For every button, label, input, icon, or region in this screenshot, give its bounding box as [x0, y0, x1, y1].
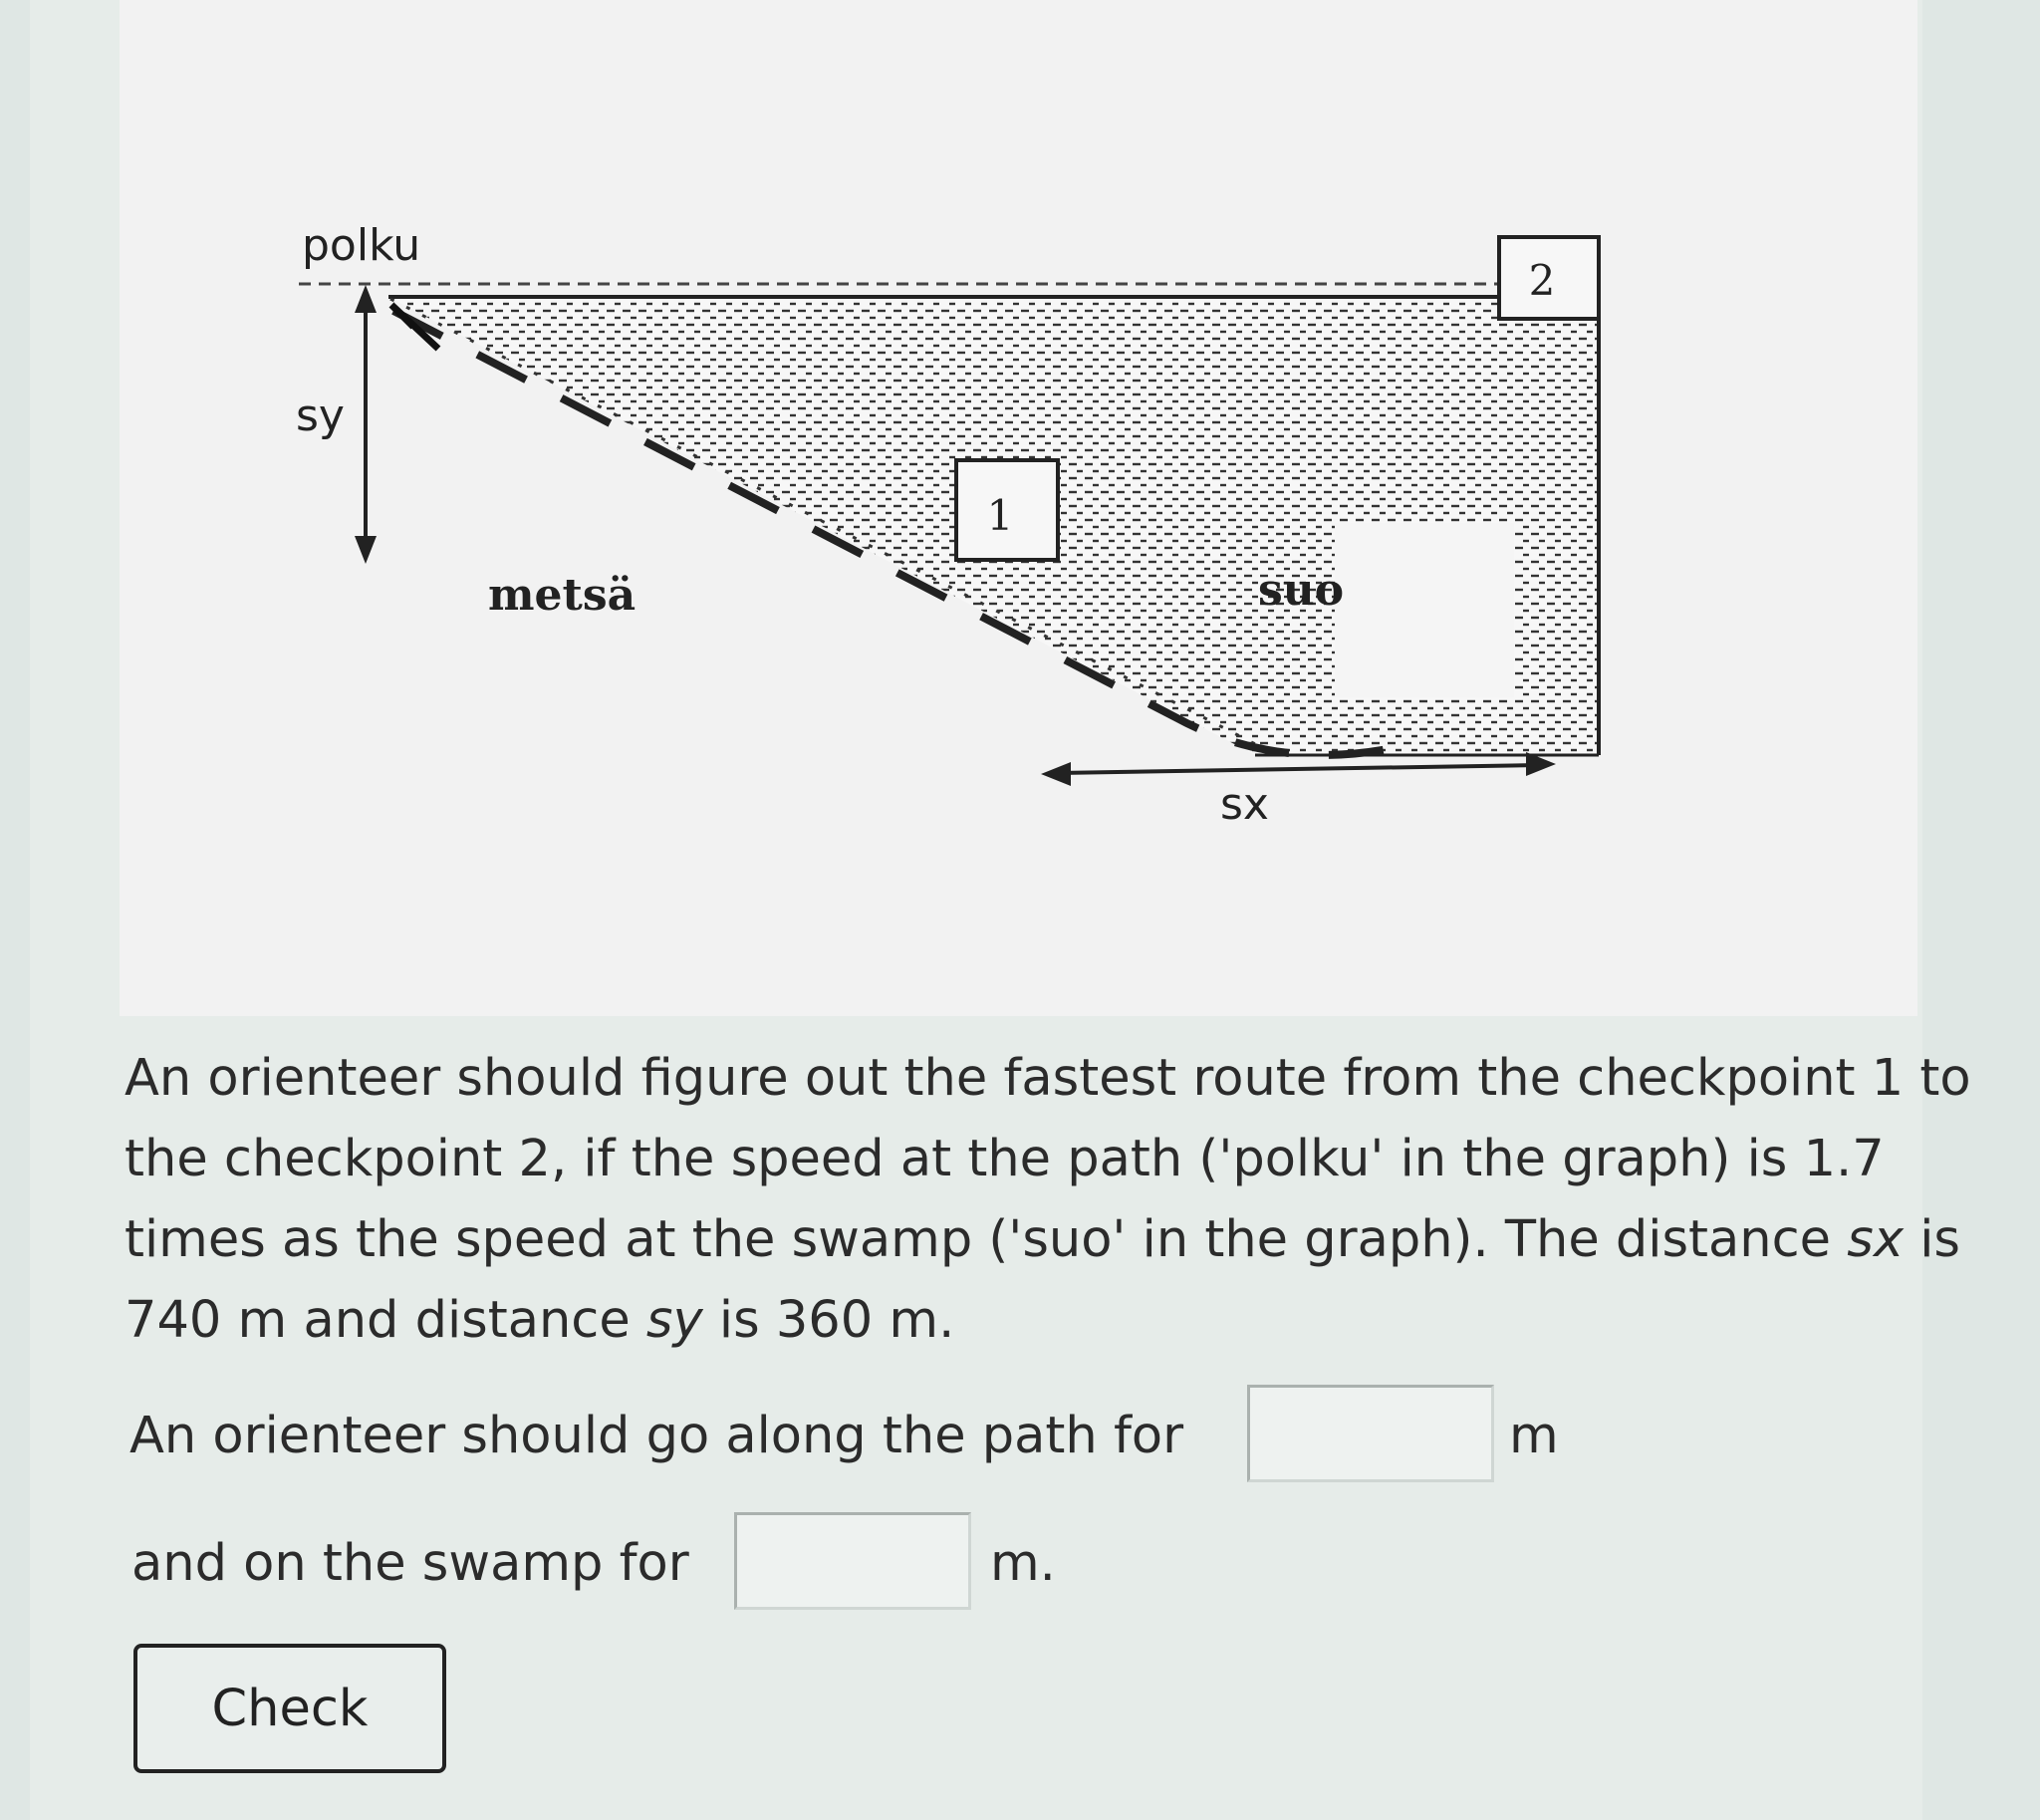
question-part-2: is 740 m and distance	[125, 1210, 1960, 1350]
path-label: polku	[302, 220, 421, 271]
question-sy-symbol: sy	[645, 1291, 703, 1350]
question-part-1: An orienteer should figure out the fastest route from the checkpoint 1 to the checkpoint 2, if the speed at the path ('polku' in the graph) is 1.7 times as the speed at the swamp ('suo' in the graph). The distance	[125, 1049, 1971, 1269]
check-button[interactable]: Check	[133, 1644, 446, 1773]
sy-arrow-down-icon	[355, 536, 377, 564]
checkpoint-1-label: 1	[986, 491, 1014, 540]
sx-label: sx	[1220, 779, 1269, 830]
swamp-distance-input[interactable]	[734, 1512, 971, 1610]
swamp-label: suo	[1258, 565, 1345, 616]
question-sx-symbol: sx	[1847, 1210, 1905, 1269]
swamp-answer-prefix: and on the swamp for	[131, 1534, 689, 1593]
sx-arrow-left-icon	[1041, 762, 1071, 786]
sx-arrow	[1058, 765, 1539, 773]
sy-arrow-up-icon	[355, 285, 377, 313]
swamp-answer-row	[131, 1534, 1128, 1644]
swamp-unit: m.	[990, 1534, 1056, 1593]
path-answer-prefix: An orienteer should go along the path for	[129, 1407, 1184, 1465]
checkpoint-2-label: 2	[1528, 256, 1556, 305]
path-distance-input[interactable]	[1247, 1385, 1494, 1482]
path-unit: m	[1509, 1407, 1559, 1465]
forest-label: metsä	[488, 570, 637, 621]
question-text	[125, 1038, 1997, 1361]
question-part-3: is 360 m.	[702, 1291, 955, 1350]
path-answer-row	[129, 1407, 1624, 1516]
sy-label: sy	[296, 390, 345, 441]
